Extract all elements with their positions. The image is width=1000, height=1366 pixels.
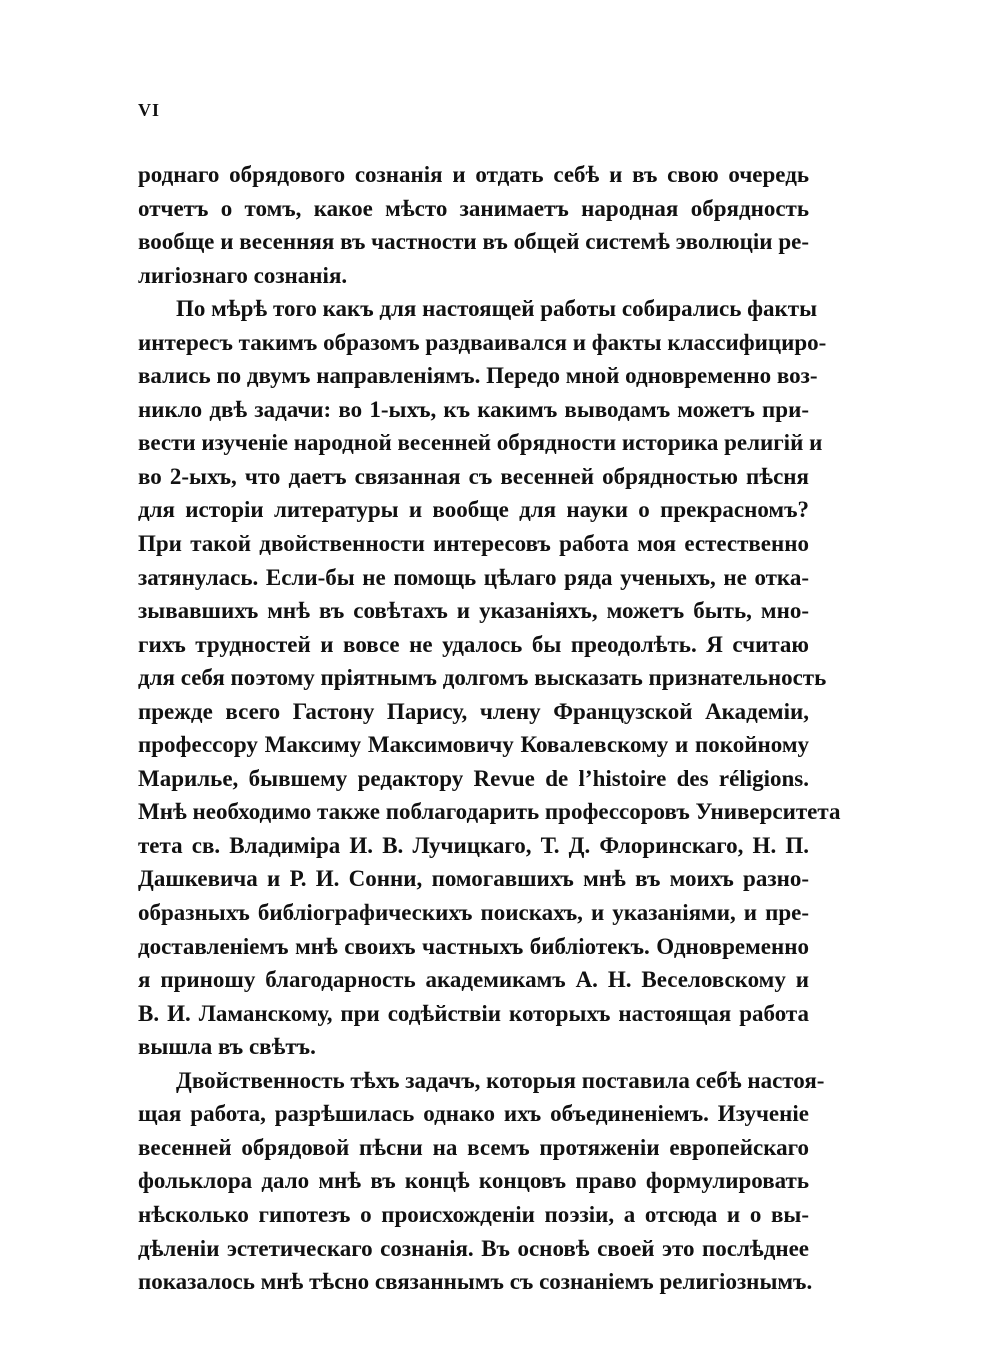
text-line: весенней обрядовой пѣсни на всемъ протяженіи европейскаго bbox=[138, 1134, 809, 1160]
paragraph-3 bbox=[138, 1064, 825, 1299]
text-line: интересъ такимъ образомъ раздваивался и факты классифициро- bbox=[138, 329, 827, 355]
text-line: роднаго обрядового сознанія и отдать себѣ и въ свою очередь bbox=[138, 162, 809, 187]
text-line: Двойственность тѣхъ задачъ, которыя поставила себѣ настоя- bbox=[176, 1067, 825, 1093]
page-number: VI bbox=[138, 100, 161, 120]
text-line: вообще и весенняя въ частности въ общей системѣ эволюціи ре- bbox=[138, 229, 809, 255]
text-line: щая работа, разрѣшилась однако ихъ объединеніемъ. Изученіе bbox=[138, 1101, 809, 1127]
body-text bbox=[138, 158, 841, 1299]
text-line: прежде всего Гастону Парису, члену Французской Академіи, bbox=[138, 698, 809, 724]
text-line: затянулась. Если-бы не помощь цѣлаго ряда ученыхъ, не отка- bbox=[138, 564, 809, 590]
text-line: Марилье, бывшему редактору Revue de l’histoire des réligions. bbox=[138, 765, 809, 791]
text-line: вышла въ свѣтъ. bbox=[138, 1034, 316, 1060]
text-line: Мнѣ необходимо также поблагодарить профессоровъ Университета bbox=[138, 799, 841, 825]
text-line: нѣсколько гипотезъ о происхожденіи поэзіи, а отсюда и о вы- bbox=[138, 1201, 809, 1227]
text-line: я приношу благодарность академикамъ А. Н. Веселовскому и bbox=[138, 967, 809, 993]
text-line: доставленіемъ мнѣ своихъ частныхъ библіотекъ. Одновременно bbox=[138, 933, 809, 959]
text-line: для себя поэтому пріятнымъ долгомъ высказать признательность bbox=[138, 665, 827, 691]
text-line: При такой двойственности интересовъ работа моя естественно bbox=[138, 531, 809, 557]
text-line: никло двѣ задачи: во 1-ыхъ, къ какимъ выводамъ можетъ при- bbox=[138, 396, 809, 422]
text-line: показалось мнѣ тѣсно связаннымъ съ сознаніемъ религіознымъ. bbox=[138, 1269, 813, 1295]
text-line: образныхъ библіографическихъ поискахъ, и указаніями, и пре- bbox=[138, 900, 809, 926]
paragraph-2 bbox=[138, 292, 841, 1064]
text-line: во 2-ыхъ, что даетъ связанная съ весенней обрядностью пѣсня bbox=[138, 463, 809, 489]
text-line: вести изученіе народной весенней обрядности историка религій и bbox=[138, 430, 823, 456]
text-line: Дашкевича и Р. И. Сонни, помогавшихъ мнѣ въ моихъ разно- bbox=[138, 866, 809, 892]
text-line: зывавшихъ мнѣ въ совѣтахъ и указаніяхъ, можетъ быть, мно- bbox=[138, 598, 809, 624]
text-line: В. И. Ламанскому, при содѣйствіи которыхъ настоящая работа bbox=[138, 1000, 809, 1026]
text-line: По мѣрѣ того какъ для настоящей работы собирались факты bbox=[176, 296, 818, 322]
text-line: лигіознаго сознанія. bbox=[138, 262, 348, 288]
text-line: дѣленіи эстетическаго сознанія. Въ основѣ своей это послѣднее bbox=[138, 1235, 809, 1261]
text-line: профессору Максиму Максимовичу Ковалевскому и покойному bbox=[138, 732, 809, 758]
text-line: вались по двумъ направленіямъ. Передо мной одновременно воз- bbox=[138, 363, 818, 389]
text-line: гихъ трудностей и вовсе не удалось бы преодолѣть. Я считаю bbox=[138, 631, 809, 657]
text-line: отчетъ о томъ, какое мѣсто занимаетъ народная обрядность bbox=[138, 195, 809, 221]
text-line: тета св. Владиміра И. В. Лучицкаго, Т. Д. Флоринскаго, Н. П. bbox=[138, 832, 809, 858]
paragraph-1 bbox=[138, 158, 809, 292]
text-line: для исторіи литературы и вообще для науки о прекрасномъ? bbox=[138, 497, 809, 523]
text-line: фольклора дало мнѣ въ концѣ концовъ право формулировать bbox=[138, 1168, 809, 1194]
